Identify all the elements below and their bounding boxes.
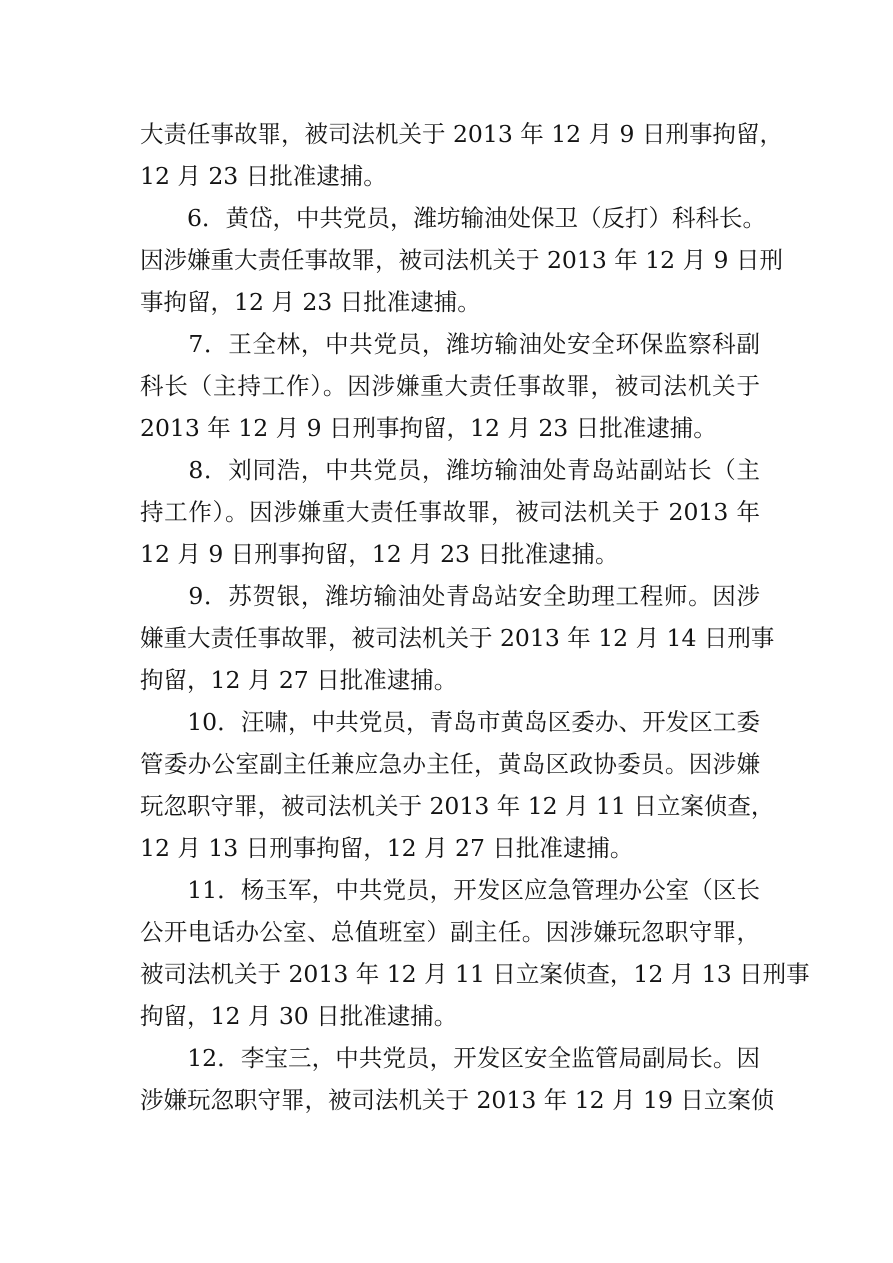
- text-line: 6．黄岱，中共党员，潍坊输油处保卫（反打）科科长。: [140, 204, 766, 232]
- text-line: 11．杨玉军，中共党员，开发区应急管理办公室（区长: [140, 876, 760, 904]
- text-line: 公开电话办公室、总值班室）副主任。因涉嫌玩忽职守罪，: [140, 918, 760, 946]
- text-line: 管委办公室副主任兼应急办主任，黄岛区政协委员。因涉嫌: [140, 750, 760, 778]
- text-line: 事拘留，12 月 23 日批准逮捕。: [140, 288, 481, 316]
- text-line: 被司法机关于 2013 年 12 月 11 日立案侦查，12 月 13 日刑事: [140, 960, 810, 988]
- text-line: 持工作）。因涉嫌重大责任事故罪，被司法机关于 2013 年: [140, 498, 760, 526]
- text-line: 玩忽职守罪，被司法机关于 2013 年 12 月 11 日立案侦查，: [140, 792, 775, 820]
- text-line: 拘留，12 月 27 日批准逮捕。: [140, 666, 458, 694]
- text-line: 科长（主持工作）。因涉嫌重大责任事故罪，被司法机关于: [140, 372, 760, 400]
- text-line: 涉嫌玩忽职守罪，被司法机关于 2013 年 12 月 19 日立案侦: [140, 1086, 775, 1114]
- text-line: 2013 年 12 月 9 日刑事拘留，12 月 23 日批准逮捕。: [140, 414, 717, 442]
- text-line: 因涉嫌重大责任事故罪，被司法机关于 2013 年 12 月 9 日刑: [140, 246, 783, 274]
- text-line: 大责任事故罪，被司法机关于 2013 年 12 月 9 日刑事拘留，: [140, 120, 783, 148]
- text-line: 12 月 23 日批准逮捕。: [140, 162, 387, 190]
- text-line: 12 月 13 日刑事拘留，12 月 27 日批准逮捕。: [140, 834, 634, 862]
- text-line: 12．李宝三，中共党员，开发区安全监管局副局长。因: [140, 1044, 760, 1072]
- text-line: 拘留，12 月 30 日批准逮捕。: [140, 1002, 458, 1030]
- text-line: 12 月 9 日刑事拘留，12 月 23 日批准逮捕。: [140, 540, 619, 568]
- text-line: 嫌重大责任事故罪，被司法机关于 2013 年 12 月 14 日刑事: [140, 624, 775, 652]
- text-line: 7．王全林，中共党员，潍坊输油处安全环保监察科副: [140, 330, 760, 358]
- text-line: 9．苏贺银，潍坊输油处青岛站安全助理工程师。因涉: [140, 582, 760, 610]
- text-line: 10．汪啸，中共党员，青岛市黄岛区委办、开发区工委: [140, 708, 760, 736]
- text-line: 8．刘同浩，中共党员，潍坊输油处青岛站副站长（主: [140, 456, 760, 484]
